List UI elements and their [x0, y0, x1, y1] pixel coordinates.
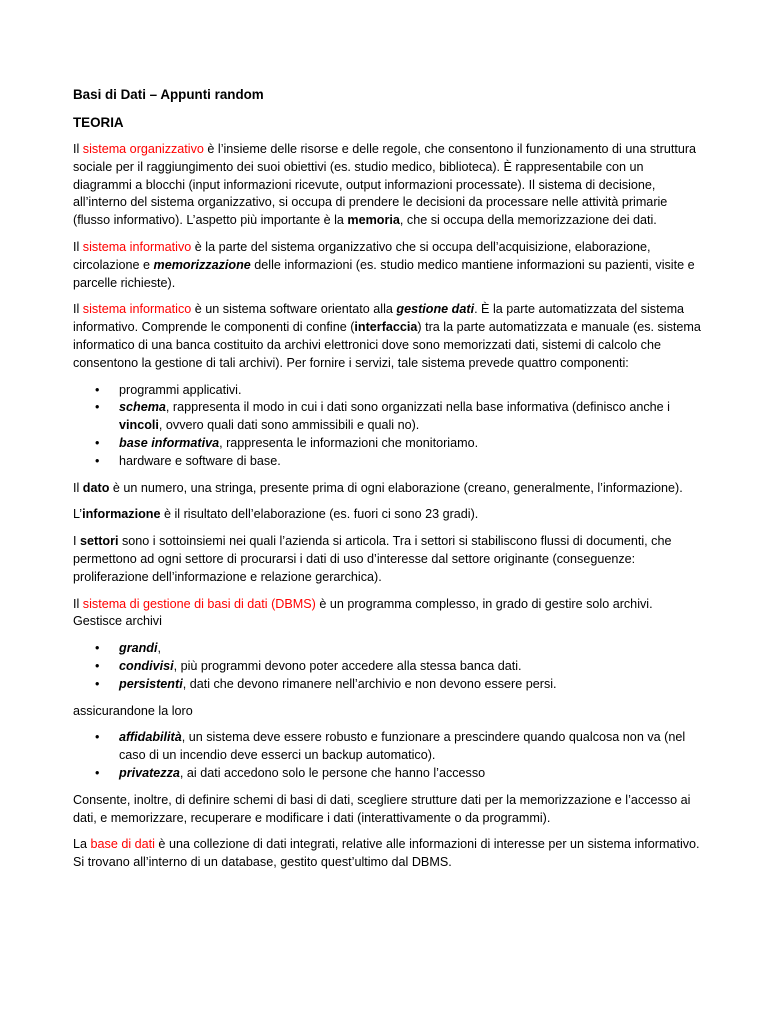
text-run: , più programmi devono poter accedere alla stessa banca dati. — [173, 658, 522, 673]
text-run: , rappresenta il modo in cui i dati sono organizzati nella base informativa (definisco anche i — [165, 400, 670, 415]
bold-term: vincoli — [119, 418, 159, 433]
bold-term: interfaccia — [354, 320, 418, 335]
text-run: , che si occupa della memorizzazione dei dati. — [399, 213, 657, 228]
list-item — [73, 382, 703, 400]
bold-italic-term: grandi — [119, 641, 158, 656]
text-run: , rappresenta le informazioni che monitoriamo. — [219, 435, 479, 450]
paragraph-settori — [73, 533, 703, 586]
list-item — [73, 765, 703, 783]
text-run: L’ — [73, 507, 83, 522]
paragraph-sistema-informativo — [73, 239, 703, 292]
bullet-icon: • — [95, 382, 100, 397]
text-run: Il — [73, 596, 83, 611]
bold-italic-term: affidabilità — [119, 730, 182, 745]
text-run: programmi applicativi. — [119, 382, 242, 397]
list-proprieta — [73, 729, 703, 782]
bold-italic-term: gestione dati — [396, 302, 475, 317]
highlighted-term: sistema di gestione di basi di dati (DBMS) — [82, 596, 316, 611]
highlighted-term: sistema informativo — [82, 239, 192, 254]
text-run: , un sistema deve essere robusto e funzionare a prescindere quando qualcosa non va (nel caso di un incendio deve esserci un backup automatico). — [119, 730, 686, 763]
paragraph-sistema-organizzativo — [73, 141, 703, 230]
text-run: ) tra la parte automatizzata e manuale (es. sistema informatico di una banca costituito da archivi elettronici dove sono memorizzati dati, sistemi di calcolo che consentono la gestione di tali archivi). Per fornire i servizi, tale sistema prevede quattro componenti: — [73, 320, 701, 370]
highlighted-term: sistema organizzativo — [82, 142, 204, 156]
paragraph-informazione — [73, 506, 703, 524]
list-item — [73, 399, 703, 435]
document-body — [73, 86, 703, 872]
list-item — [73, 676, 703, 694]
bullet-icon: • — [95, 453, 100, 468]
bullet-icon: • — [95, 658, 100, 673]
list-item — [73, 453, 703, 471]
list-componenti — [73, 382, 703, 471]
text-run: . È la parte automatizzata del sistema informativo. Comprende le componenti di confine ( — [73, 302, 685, 335]
bold-italic-term: condivisi — [119, 658, 174, 673]
bold-italic-term: memorizzazione — [153, 257, 251, 272]
list-item — [73, 435, 703, 453]
bold-term: informazione — [82, 507, 161, 522]
paragraph-dbms — [73, 596, 703, 632]
highlighted-term: sistema informatico — [82, 302, 192, 317]
text-run: Il — [73, 302, 83, 317]
text-run: è un sistema software orientato alla — [191, 302, 397, 317]
text-run: è l’insieme delle risorse e delle regole, che consentono il funzionamento di una struttura sociale per il raggiungimento dei suoi obiettivi (es. studio medico, biblioteca). È rappresentabile con un diagrammi a blocchi (input informazioni ricevute, output informazioni processate). Il sistema di decisione, all’interno del sistema organizzativo, si occupa di prendere le decisioni da processare nelle attività primarie (flusso informativo). L’aspetto più importante è la — [73, 142, 697, 228]
text-run: La — [73, 837, 91, 852]
bullet-icon: • — [95, 641, 100, 656]
highlighted-term: base di dati — [90, 837, 155, 852]
bullet-icon: • — [95, 400, 100, 415]
list-item — [73, 640, 703, 658]
paragraph-base-di-dati — [73, 836, 703, 872]
text-run: è un programma complesso, in grado di gestire solo archivi. Gestisce archivi — [73, 596, 653, 629]
bold-term: memoria — [347, 213, 400, 228]
paragraph-assicurandone — [73, 703, 703, 721]
bullet-icon: • — [95, 730, 100, 745]
text-run: sono i sottoinsiemi nei quali l’azienda si articola. Tra i settori si stabiliscono flussi di documenti, che permettono ad ogni settore di procurarsi i dati di uso d’interesse dal settore originante (conseguenze: proliferazione dell’informazione e relazione gerarchica). — [73, 534, 672, 584]
bold-italic-term: base informativa — [119, 435, 220, 450]
text-run: , — [157, 641, 161, 656]
text-run: , ovvero quali dati sono ammissibili e quali no). — [158, 418, 420, 433]
text-run: delle informazioni (es. studio medico mantiene informazioni su pazienti, visite e parcelle richieste). — [73, 257, 695, 290]
paragraph-consente — [73, 792, 703, 828]
text-run: , dati che devono rimanere nell’archivio e non devono essere persi. — [182, 676, 557, 691]
paragraph-sistema-informatico — [73, 301, 703, 372]
section-heading: TEORIA — [73, 115, 124, 130]
bold-italic-term: schema — [119, 400, 166, 415]
bold-term: dato — [82, 480, 110, 495]
bold-italic-term: persistenti — [119, 676, 183, 691]
bullet-icon: • — [95, 676, 100, 691]
text-run: Consente, inoltre, di definire schemi di basi di dati, scegliere strutture dati per la memorizzazione e l’accesso ai dati, e memorizzare, recuperare e modificare i dati (interattivamente o da programmi). — [73, 792, 691, 825]
list-item — [73, 729, 703, 765]
text-run: assicurandone la loro — [73, 703, 193, 718]
bold-italic-term: privatezza — [119, 765, 180, 780]
text-run: Il — [73, 142, 83, 156]
text-run: I — [73, 534, 80, 549]
text-run: è la parte del sistema organizzativo che si occupa dell’acquisizione, elaborazione, circolazione e — [73, 239, 651, 272]
document-title: Basi di Dati – Appunti random — [73, 87, 264, 102]
bold-term: settori — [80, 534, 119, 549]
text-run: è una collezione di dati integrati, relative alle informazioni di interesse per un sistema informativo. Si trovano all’interno di un database, gestito quest’ultimo dal DBMS. — [73, 837, 700, 870]
bullet-icon: • — [95, 765, 100, 780]
text-run: Il — [73, 480, 83, 495]
text-run: è il risultato dell’elaborazione (es. fuori ci sono 23 gradi). — [160, 507, 479, 522]
paragraph-dato — [73, 480, 703, 498]
list-item — [73, 658, 703, 676]
text-run: Il — [73, 239, 83, 254]
text-run: hardware e software di base. — [119, 453, 281, 468]
text-run: , ai dati accedono solo le persone che hanno l’accesso — [179, 765, 486, 780]
text-run: è un numero, una stringa, presente prima di ogni elaborazione (creano, generalmente, l’informazione). — [109, 480, 683, 495]
bullet-icon: • — [95, 435, 100, 450]
list-archivi — [73, 640, 703, 693]
